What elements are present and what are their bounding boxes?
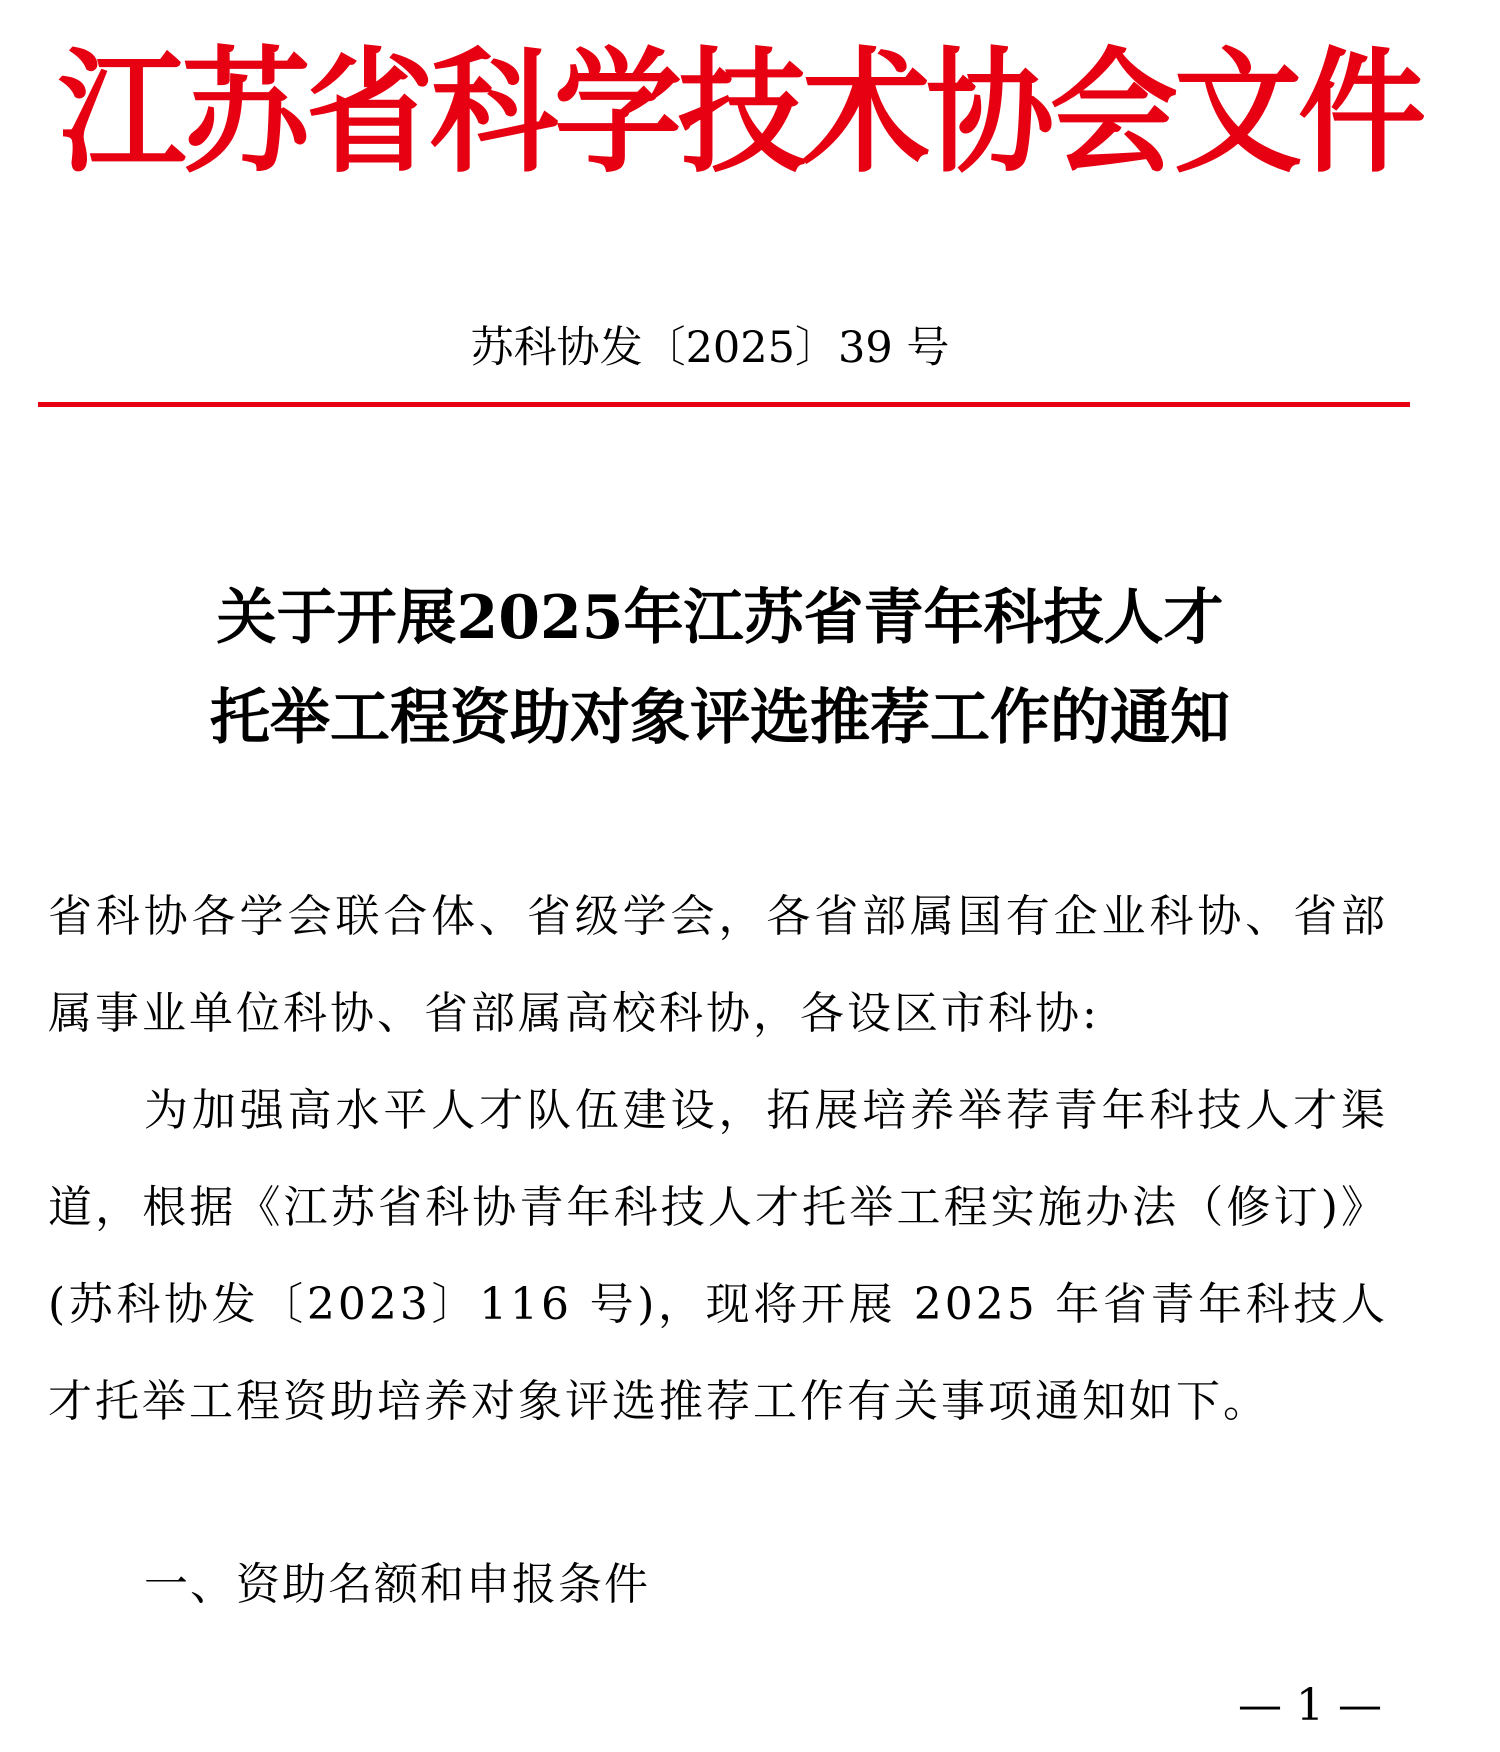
notice-title-line-2: 托举工程资助对象评选推荐工作的通知 bbox=[210, 683, 1230, 753]
intro-paragraph: 为加强高水平人才队伍建设，拓展培养举荐青年科技人才渠道，根据《江苏省科协青年科技人才托举工程实施办法（修订)》(苏科协发〔2023〕116 号)，现将开展 2025 年省青年科技人才托举工程资助培养对象评选推荐工作有关事项通知如下。 bbox=[48, 1085, 1388, 1427]
addressee-paragraph: 省科协各学会联合体、省级学会，各省部属国有企业科协、省部属事业单位科协、省部属高校科协，各设区市科协: bbox=[48, 891, 1388, 1039]
notice-title bbox=[0, 568, 1440, 768]
body-text bbox=[48, 868, 1388, 1450]
red-divider-line bbox=[38, 402, 1410, 407]
masthead-title: 江苏省科学技术协会文件 bbox=[57, 34, 1422, 192]
notice-title-line-1: 关于开展2025年江苏省青年科技人才 bbox=[216, 583, 1224, 653]
section-heading: 一、资助名额和申报条件 bbox=[144, 1559, 650, 1610]
page-number: — 1 — bbox=[1238, 1680, 1382, 1731]
document-number: 苏科协发〔2025〕39 号 bbox=[470, 323, 950, 373]
